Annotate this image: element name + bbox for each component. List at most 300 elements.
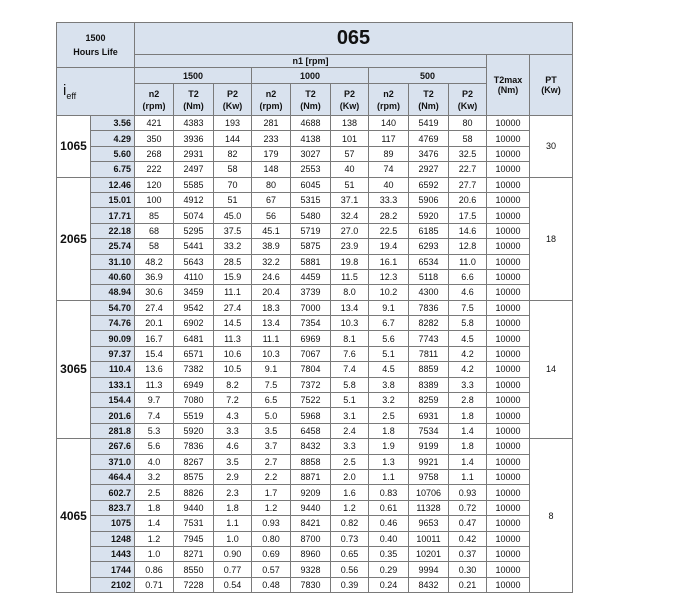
value-cell: 5719 — [291, 223, 331, 238]
value-cell: 4.5 — [369, 362, 409, 377]
group-label: 4065 — [57, 439, 91, 593]
table-row — [57, 316, 573, 331]
value-cell: 3.2 — [135, 469, 174, 484]
value-cell: 3.7 — [252, 439, 291, 454]
speed-header-1500: 1500 — [135, 68, 252, 84]
value-cell: 9328 — [291, 562, 331, 577]
value-cell: 4688 — [291, 116, 331, 131]
value-cell: 4300 — [409, 285, 449, 300]
value-cell: 144 — [214, 131, 252, 146]
value-cell: 16.1 — [369, 254, 409, 269]
ratio-cell: 110.4 — [91, 362, 135, 377]
value-cell: 0.30 — [449, 562, 487, 577]
value-cell: 10000 — [487, 577, 530, 592]
value-cell: 10201 — [409, 546, 449, 561]
value-cell: 10000 — [487, 439, 530, 454]
value-cell: 9209 — [291, 485, 331, 500]
value-cell: 5.8 — [331, 377, 369, 392]
ratio-cell: 133.1 — [91, 377, 135, 392]
value-cell: 82 — [214, 146, 252, 161]
table-row — [57, 254, 573, 269]
value-cell: 40 — [331, 162, 369, 177]
value-cell: 51 — [214, 192, 252, 207]
table-row — [57, 531, 573, 546]
value-cell: 20.1 — [135, 316, 174, 331]
value-cell: 5968 — [291, 408, 331, 423]
col-header-p2-500 — [449, 84, 487, 116]
value-cell: 10000 — [487, 485, 530, 500]
value-cell: 1.8 — [449, 408, 487, 423]
col-label: P2 — [461, 88, 473, 99]
value-cell: 58 — [135, 239, 174, 254]
value-cell: 12.8 — [449, 239, 487, 254]
value-cell: 0.82 — [331, 516, 369, 531]
ratio-cell: 201.6 — [91, 408, 135, 423]
ratio-cell: 602.7 — [91, 485, 135, 500]
ratio-cell: 464.4 — [91, 469, 135, 484]
col-unit: (rpm) — [259, 100, 283, 111]
col-unit: (rpm) — [142, 100, 166, 111]
value-cell: 7372 — [291, 377, 331, 392]
group-label: 3065 — [57, 300, 91, 439]
value-cell: 27.4 — [214, 300, 252, 315]
value-cell: 9921 — [409, 454, 449, 469]
value-cell: 1.6 — [331, 485, 369, 500]
value-cell: 11.5 — [331, 269, 369, 284]
value-cell: 7000 — [291, 300, 331, 315]
value-cell: 45.1 — [252, 223, 291, 238]
ratio-cell: 371.0 — [91, 454, 135, 469]
value-cell: 7534 — [409, 423, 449, 438]
col-label: T2 — [305, 88, 316, 99]
col-header-t2-1000 — [291, 84, 331, 116]
value-cell: 10000 — [487, 393, 530, 408]
value-cell: 6185 — [409, 223, 449, 238]
value-cell: 6.5 — [252, 393, 291, 408]
value-cell: 48.2 — [135, 254, 174, 269]
value-cell: 5.3 — [135, 423, 174, 438]
value-cell: 0.83 — [369, 485, 409, 500]
value-cell: 0.37 — [449, 546, 487, 561]
value-cell: 10000 — [487, 362, 530, 377]
value-cell: 5295 — [174, 223, 214, 238]
table-row — [57, 454, 573, 469]
ratio-cell: 2102 — [91, 577, 135, 592]
speed-header-500: 500 — [369, 68, 487, 84]
value-cell: 7228 — [174, 577, 214, 592]
value-cell: 9542 — [174, 300, 214, 315]
value-cell: 8575 — [174, 469, 214, 484]
value-cell: 18.3 — [252, 300, 291, 315]
value-cell: 350 — [135, 131, 174, 146]
value-cell: 3.8 — [369, 377, 409, 392]
value-cell: 27.4 — [135, 300, 174, 315]
value-cell: 0.77 — [214, 562, 252, 577]
value-cell: 4912 — [174, 192, 214, 207]
value-cell: 19.8 — [331, 254, 369, 269]
col-header-t2-1500 — [174, 84, 214, 116]
value-cell: 3.3 — [331, 439, 369, 454]
value-cell: 5315 — [291, 192, 331, 207]
value-cell: 10000 — [487, 454, 530, 469]
value-cell: 9653 — [409, 516, 449, 531]
value-cell: 10000 — [487, 146, 530, 161]
ratio-cell: 1443 — [91, 546, 135, 561]
value-cell: 10011 — [409, 531, 449, 546]
value-cell: 1.2 — [135, 531, 174, 546]
table-row — [57, 223, 573, 238]
value-cell: 4.6 — [214, 439, 252, 454]
value-cell: 11.1 — [214, 285, 252, 300]
value-cell: 1.9 — [369, 439, 409, 454]
value-cell: 6902 — [174, 316, 214, 331]
value-cell: 56 — [252, 208, 291, 223]
value-cell: 6.7 — [369, 316, 409, 331]
value-cell: 85 — [135, 208, 174, 223]
value-cell: 24.6 — [252, 269, 291, 284]
value-cell: 5875 — [291, 239, 331, 254]
value-cell: 3.1 — [331, 408, 369, 423]
ratio-cell: 54.70 — [91, 300, 135, 315]
table-row — [57, 269, 573, 284]
value-cell: 2931 — [174, 146, 214, 161]
value-cell: 10000 — [487, 423, 530, 438]
value-cell: 7.2 — [214, 393, 252, 408]
col-unit: (Nm) — [418, 100, 439, 111]
t2max-label: T2max — [493, 75, 523, 85]
value-cell: 40 — [369, 177, 409, 192]
value-cell: 1.8 — [135, 500, 174, 515]
col-unit: (Kw) — [339, 100, 360, 111]
value-cell: 0.73 — [331, 531, 369, 546]
value-cell: 4138 — [291, 131, 331, 146]
value-cell: 70 — [214, 177, 252, 192]
pt-value: 30 — [530, 116, 573, 178]
value-cell: 51 — [331, 177, 369, 192]
value-cell: 0.39 — [331, 577, 369, 592]
value-cell: 3739 — [291, 285, 331, 300]
value-cell: 233 — [252, 131, 291, 146]
value-cell: 2.3 — [214, 485, 252, 500]
value-cell: 421 — [135, 116, 174, 131]
value-cell: 7811 — [409, 346, 449, 361]
table-row — [57, 131, 573, 146]
value-cell: 0.42 — [449, 531, 487, 546]
value-cell: 138 — [331, 116, 369, 131]
value-cell: 10000 — [487, 377, 530, 392]
value-cell: 10.6 — [214, 346, 252, 361]
value-cell: 8389 — [409, 377, 449, 392]
value-cell: 10000 — [487, 346, 530, 361]
value-cell: 0.54 — [214, 577, 252, 592]
col-label: n2 — [383, 88, 394, 99]
ratio-cell: 281.8 — [91, 423, 135, 438]
value-cell: 5.8 — [449, 316, 487, 331]
value-cell: 4.0 — [135, 454, 174, 469]
value-cell: 12.3 — [369, 269, 409, 284]
ieff-subscript: eff — [66, 91, 77, 101]
table-row — [57, 362, 573, 377]
value-cell: 8259 — [409, 393, 449, 408]
value-cell: 0.93 — [252, 516, 291, 531]
value-cell: 193 — [214, 116, 252, 131]
value-cell: 9.7 — [135, 393, 174, 408]
value-cell: 0.24 — [369, 577, 409, 592]
value-cell: 0.48 — [252, 577, 291, 592]
value-cell: 7.4 — [331, 362, 369, 377]
value-cell: 3.5 — [214, 454, 252, 469]
value-cell: 4383 — [174, 116, 214, 131]
table-row — [57, 346, 573, 361]
value-cell: 10000 — [487, 192, 530, 207]
value-cell: 1.3 — [369, 454, 409, 469]
value-cell: 120 — [135, 177, 174, 192]
value-cell: 14.6 — [449, 223, 487, 238]
table-row — [57, 393, 573, 408]
value-cell: 9994 — [409, 562, 449, 577]
ratio-cell: 22.18 — [91, 223, 135, 238]
value-cell: 22.5 — [369, 223, 409, 238]
ratio-cell: 31.10 — [91, 254, 135, 269]
value-cell: 1.7 — [252, 485, 291, 500]
value-cell: 1.1 — [214, 516, 252, 531]
value-cell: 10000 — [487, 316, 530, 331]
table-row — [57, 300, 573, 315]
col-header-n2-1000 — [252, 84, 291, 116]
value-cell: 8432 — [409, 577, 449, 592]
value-cell: 10000 — [487, 500, 530, 515]
value-cell: 10000 — [487, 546, 530, 561]
value-cell: 10.2 — [369, 285, 409, 300]
value-cell: 8550 — [174, 562, 214, 577]
n1-header: n1 [rpm] — [135, 55, 487, 68]
value-cell: 36.9 — [135, 269, 174, 284]
value-cell: 6969 — [291, 331, 331, 346]
col-label: P2 — [343, 88, 355, 99]
value-cell: 1.0 — [214, 531, 252, 546]
value-cell: 57 — [331, 146, 369, 161]
value-cell: 6293 — [409, 239, 449, 254]
value-cell: 10000 — [487, 239, 530, 254]
value-cell: 1.0 — [135, 546, 174, 561]
value-cell: 5519 — [174, 408, 214, 423]
value-cell: 7067 — [291, 346, 331, 361]
value-cell: 5419 — [409, 116, 449, 131]
table-row — [57, 408, 573, 423]
value-cell: 2.8 — [449, 393, 487, 408]
value-cell: 10706 — [409, 485, 449, 500]
ratio-cell: 74.76 — [91, 316, 135, 331]
value-cell: 0.35 — [369, 546, 409, 561]
value-cell: 11.1 — [252, 331, 291, 346]
value-cell: 0.47 — [449, 516, 487, 531]
value-cell: 13.6 — [135, 362, 174, 377]
ieff-header — [57, 68, 135, 116]
value-cell: 0.56 — [331, 562, 369, 577]
col-header-t2-500 — [409, 84, 449, 116]
value-cell: 2.5 — [331, 454, 369, 469]
ratio-cell: 1744 — [91, 562, 135, 577]
value-cell: 32.2 — [252, 254, 291, 269]
value-cell: 2.0 — [331, 469, 369, 484]
pt-header — [530, 55, 573, 116]
value-cell: 10.5 — [214, 362, 252, 377]
col-unit: (Kw) — [222, 100, 243, 111]
value-cell: 11.3 — [135, 377, 174, 392]
value-cell: 30.6 — [135, 285, 174, 300]
value-cell: 89 — [369, 146, 409, 161]
col-label: T2 — [188, 88, 199, 99]
value-cell: 10000 — [487, 562, 530, 577]
gearbox-performance-table — [56, 22, 573, 593]
value-cell: 3459 — [174, 285, 214, 300]
table-row — [57, 577, 573, 592]
value-cell: 7531 — [174, 516, 214, 531]
col-label: n2 — [265, 88, 277, 99]
value-cell: 8.1 — [331, 331, 369, 346]
value-cell: 0.29 — [369, 562, 409, 577]
value-cell: 8.2 — [214, 377, 252, 392]
value-cell: 9199 — [409, 439, 449, 454]
value-cell: 2.5 — [135, 485, 174, 500]
ratio-cell: 97.37 — [91, 346, 135, 361]
ratio-cell: 90.09 — [91, 331, 135, 346]
ratio-cell: 48.94 — [91, 285, 135, 300]
value-cell: 7830 — [291, 577, 331, 592]
value-cell: 0.86 — [135, 562, 174, 577]
value-cell: 22.7 — [449, 162, 487, 177]
pt-value: 8 — [530, 439, 573, 593]
value-cell: 268 — [135, 146, 174, 161]
ratio-cell: 12.46 — [91, 177, 135, 192]
value-cell: 7354 — [291, 316, 331, 331]
col-label: T2 — [423, 88, 434, 99]
value-cell: 37.5 — [214, 223, 252, 238]
value-cell: 101 — [331, 131, 369, 146]
value-cell: 4.2 — [449, 346, 487, 361]
value-cell: 9440 — [174, 500, 214, 515]
value-cell: 7.4 — [135, 408, 174, 423]
value-cell: 0.57 — [252, 562, 291, 577]
value-cell: 2.5 — [369, 408, 409, 423]
ratio-cell: 154.4 — [91, 393, 135, 408]
model-title: 065 — [135, 23, 573, 55]
value-cell: 8432 — [291, 439, 331, 454]
value-cell: 5.1 — [369, 346, 409, 361]
value-cell: 10000 — [487, 516, 530, 531]
ieff-symbol: i — [63, 82, 67, 99]
value-cell: 222 — [135, 162, 174, 177]
value-cell: 17.5 — [449, 208, 487, 223]
value-cell: 1.4 — [135, 516, 174, 531]
value-cell: 32.4 — [331, 208, 369, 223]
value-cell: 0.72 — [449, 500, 487, 515]
value-cell: 10000 — [487, 300, 530, 315]
value-cell: 1.4 — [449, 454, 487, 469]
value-cell: 8859 — [409, 362, 449, 377]
hours-life-value: 1500 — [85, 33, 106, 43]
value-cell: 10000 — [487, 269, 530, 284]
value-cell: 4.6 — [449, 285, 487, 300]
value-cell: 6481 — [174, 331, 214, 346]
value-cell: 11.3 — [214, 331, 252, 346]
value-cell: 1.2 — [252, 500, 291, 515]
table-row — [57, 116, 573, 131]
value-cell: 100 — [135, 192, 174, 207]
value-cell: 8282 — [409, 316, 449, 331]
value-cell: 27.7 — [449, 177, 487, 192]
value-cell: 5.6 — [135, 439, 174, 454]
value-cell: 6592 — [409, 177, 449, 192]
value-cell: 74 — [369, 162, 409, 177]
value-cell: 1.1 — [369, 469, 409, 484]
value-cell: 8826 — [174, 485, 214, 500]
table-row — [57, 485, 573, 500]
value-cell: 0.69 — [252, 546, 291, 561]
col-header-p2-1500 — [214, 84, 252, 116]
value-cell: 0.80 — [252, 531, 291, 546]
value-cell: 32.5 — [449, 146, 487, 161]
value-cell: 19.4 — [369, 239, 409, 254]
value-cell: 15.9 — [214, 269, 252, 284]
value-cell: 15.4 — [135, 346, 174, 361]
table-row — [57, 500, 573, 515]
value-cell: 5480 — [291, 208, 331, 223]
value-cell: 13.4 — [331, 300, 369, 315]
value-cell: 37.1 — [331, 192, 369, 207]
value-cell: 2927 — [409, 162, 449, 177]
value-cell: 8700 — [291, 531, 331, 546]
value-cell: 8267 — [174, 454, 214, 469]
table-row — [57, 239, 573, 254]
value-cell: 5441 — [174, 239, 214, 254]
ratio-cell: 1248 — [91, 531, 135, 546]
ratio-cell: 25.74 — [91, 239, 135, 254]
value-cell: 20.6 — [449, 192, 487, 207]
value-cell: 3.5 — [252, 423, 291, 438]
table-row — [57, 192, 573, 207]
value-cell: 0.71 — [135, 577, 174, 592]
ratio-cell: 267.6 — [91, 439, 135, 454]
value-cell: 10.3 — [252, 346, 291, 361]
value-cell: 5074 — [174, 208, 214, 223]
value-cell: 7945 — [174, 531, 214, 546]
value-cell: 10.3 — [331, 316, 369, 331]
value-cell: 2.7 — [252, 454, 291, 469]
value-cell: 3936 — [174, 131, 214, 146]
value-cell: 0.93 — [449, 485, 487, 500]
value-cell: 9440 — [291, 500, 331, 515]
value-cell: 2.9 — [214, 469, 252, 484]
value-cell: 10000 — [487, 408, 530, 423]
value-cell: 5585 — [174, 177, 214, 192]
value-cell: 4.2 — [449, 362, 487, 377]
value-cell: 10000 — [487, 469, 530, 484]
value-cell: 8871 — [291, 469, 331, 484]
ratio-cell: 17.71 — [91, 208, 135, 223]
value-cell: 11328 — [409, 500, 449, 515]
value-cell: 10000 — [487, 223, 530, 238]
group-label: 2065 — [57, 177, 91, 300]
col-label: P2 — [226, 88, 238, 99]
col-unit: (Nm) — [183, 100, 204, 111]
ratio-cell: 6.75 — [91, 162, 135, 177]
value-cell: 0.40 — [369, 531, 409, 546]
value-cell: 33.2 — [214, 239, 252, 254]
value-cell: 5.0 — [252, 408, 291, 423]
value-cell: 4.3 — [214, 408, 252, 423]
value-cell: 2497 — [174, 162, 214, 177]
